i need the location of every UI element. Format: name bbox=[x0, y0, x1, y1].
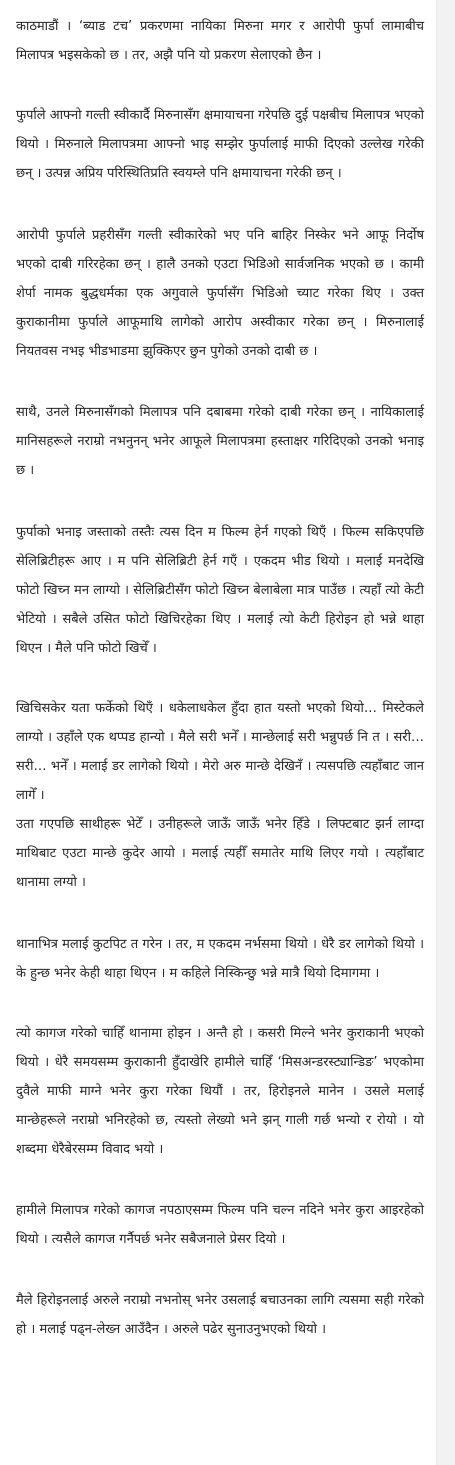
article-paragraph-8: थानाभित्र मलाई कुटपिट त गरेन । तर, म एकदम नर्भसमा थियो । धेरै डर लागेको थियो । के हुन्छ भनेर केही थाहा थिएन । म कहिले निस्किन्छु भन्ने मात्रै थियो दिमागमा । bbox=[16, 937, 424, 981]
article-paragraph-11: मैले हिरोइनलाई अरुले नराम्रो नभनोस् भनेर उसलाई बचाउनका लागि त्यसमा सही गरेको हो । मलाई पढ्न-लेख्न आउँदैन । अरुले पढेर सुनाउनुभएको थियो । bbox=[16, 1293, 424, 1337]
article-paragraph-4: साथै, उनले मिरुनासँगको मिलापत्र पनि दबाबमा गरेको दाबी गरेका छन् । नायिकालाई मानिसहरूले नराम्रो नभनुनन् भनेर आफूले मिलापत्रमा हस्ताक्षर गरिदिएको उनको भनाइ छ । bbox=[16, 405, 424, 478]
article-paragraph-6: खिचिसकेर यता फर्केको थिएँ । धकेलाधकेल हुँदा हात यस्तो भएको थियो… मिस्टेकले लाग्यो । उहाँले एक थप्पड हान्यो । मैले सरी भनेँ । मान्छेलाई सरी भन्नुपर्छ नि त । सरी… सरी… भनेँ । मलाई डर लागेको थियो । मेरो अरु मान्छे देखिनँ । त्यसपछि त्यहाँबाट जान लागेँ । bbox=[16, 701, 424, 803]
article-paragraph-1: काठमाडौं । ‘ब्याड टच’ प्रकरणमा नायिका मिरुना मगर र आरोपी फुर्पा लामाबीच मिलापत्र भइसकेको छ । तर, अझै पनि यो प्रकरण सेलाएको छैन । bbox=[16, 19, 424, 63]
article-paragraph-5: फुर्पाको भनाइ जस्ताको तस्तैः त्यस दिन म फिल्म हेर्न गएको थिएँ । फिल्म सकिएपछि सेलिब्रिटीहरू आए । म पनि सेलिब्रिटी हेर्न गएँ । एकदम भीड थियो । मलाई मनदेखि फोटो खिच्न मन लाग्यो । सेलिब्रिटीसँग फोटो खिच्न बेलाबेला मात्र पाउँछ । त्यहाँ त्यो केटी भेटियो । सबैले उसित फोटो खिचिरहेका थिए । मलाई त्यो केटी हिरोइन हो भन्ने थाहा थिएन । मैले पनि फोटो खिचेँ । bbox=[16, 525, 424, 656]
article-paragraph-2: फुर्पाले आफ्नो गल्ती स्वीकार्दै मिरुनासँग क्षमायाचना गरेपछि दुई पक्षबीच मिलापत्र भएको थियो । मिरुनाले मिलापत्रमा आफ्नो भाइ सम्झेर फुर्पालाई माफी दिएको उल्लेख गरेकी छन् । उत्पन्न अप्रिय परिस्थितिप्रति स्वयम्ले पनि क्षमायाचना गरेकी छन् । bbox=[16, 108, 424, 181]
article-paragraph-3: आरोपी फुर्पाले प्रहरीसँग गल्ती स्वीकारेको भए पनि बाहिर निस्केर भने आफू निर्दोष भएको दाबी गरिरहेका छन् । हालै उनको एउटा भिडिओ सार्वजनिक भएको छ । कामी शेर्पा नामक बुद्धधर्मका एक अगुवाले फुर्पासँग भिडिओ च्याट गरेका थिए । उक्त कुराकानीमा फुर्पाले आफूमाथि लागेको आरोप अस्वीकार गरेका छन् । मिरुनालाई नियतवस नभइ भीडभाडमा झुक्किएर छुन पुगेको उनको दाबी छ । bbox=[16, 228, 424, 359]
scrollbar-track[interactable] bbox=[436, 0, 455, 1465]
article-paragraph-10: हामीले मिलापत्र गरेको कागज नपठाएसम्म फिल्म पनि चल्न नदिने भनेर कुरा आइरहेको थियो । त्यसैले कागज गर्नैपर्छ भनेर सबैजनाले प्रेसर दियो । bbox=[16, 1203, 424, 1247]
article-content bbox=[16, 12, 424, 1344]
article-paragraph-9: त्यो कागज गरेको चाहिँ थानामा होइन । अन्तै हो । कसरी मिल्ने भनेर कुराकानी भएको थियो । धेरै समयसम्म कुराकानी हुँदाखेरि हामीले चाहिँ ‘मिसअन्डरस्ट्यान्डिङ’ भएकोमा दुवैले माफी माग्ने भनेर कुरा गरेका थियौं । तर, हिरोइनले मानेन । उसले मलाई मान्छेहरूले नराम्रो भनिरहेको छ, त्यस्तो लेख्यो भने झन् गाली गर्छ भन्यो र रोयो । यो शब्दमा धेरैबेरसम्म विवाद भयो । bbox=[16, 1026, 424, 1157]
article-paragraph-7: उता गएपछि साथीहरू भेटेँ । उनीहरूले जाऊँ जाऊँ भनेर हिँडे । लिफ्टबाट झर्न लाग्दा माथिबाट एउटा मान्छे कुदेर आयो । मलाई त्यहीँ समातेर माथि लिएर गयो । त्यहाँबाट थानामा लग्यो । bbox=[16, 817, 424, 890]
